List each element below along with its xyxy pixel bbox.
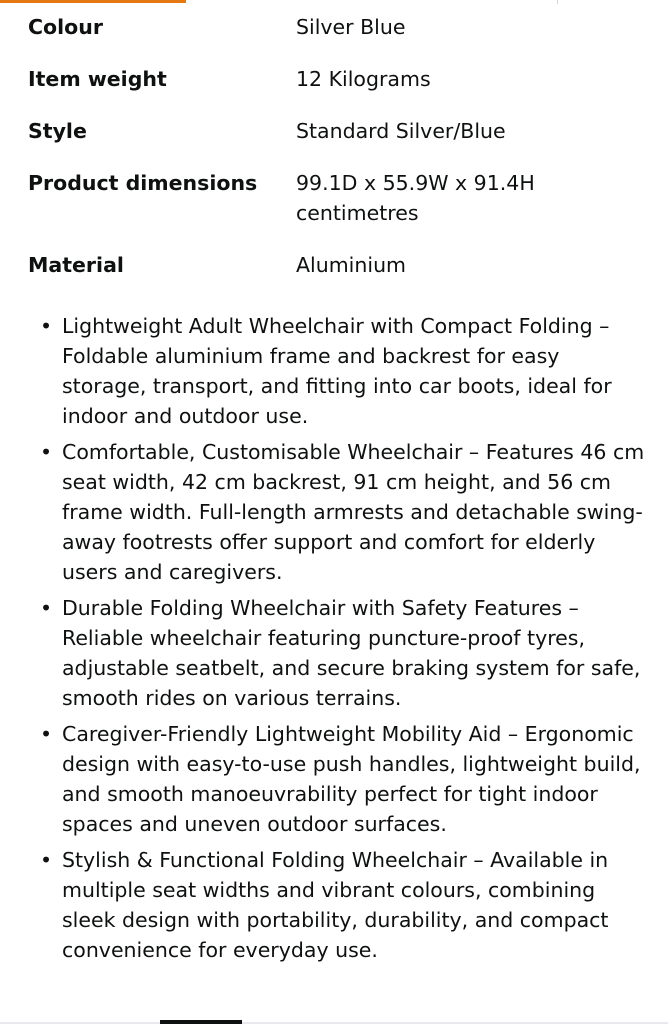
feature-text: Comfortable, Customisable Wheelchair – Features 46 cm seat width, 42 cm backrest, 91 cm height, and 56 cm frame width. Full-length armrests and detachable swing-away footrests offer support and comfort for elderly users and caregivers. — [62, 440, 645, 584]
bullet-icon: • — [40, 596, 53, 620]
feature-text: Durable Folding Wheelchair with Safety Features – Reliable wheelchair featuring puncture-proof tyres, adjustable seatbelt, and secure braking system for safe, smooth rides on various terrains. — [62, 596, 641, 710]
bullet-icon: • — [40, 848, 53, 872]
spec-row-colour — [28, 12, 648, 64]
spec-row-style — [28, 116, 648, 168]
spec-label: Material — [28, 253, 124, 277]
top-divider-tick — [557, 0, 558, 4]
spec-label: Style — [28, 119, 87, 143]
feature-text: Caregiver-Friendly Lightweight Mobility Aid – Ergonomic design with easy-to-use push handles, lightweight build, and smooth manoeuvrability perfect for tight indoor spaces and uneven outdoor surfaces. — [62, 722, 641, 836]
spec-value: Silver Blue — [296, 15, 406, 39]
spec-label: Colour — [28, 15, 103, 39]
feature-item — [40, 311, 650, 431]
spec-value: 99.1D x 55.9W x 91.4H centimetres — [296, 171, 535, 225]
spec-value: Standard Silver/Blue — [296, 119, 506, 143]
feature-item — [40, 719, 650, 839]
product-specs-table — [28, 12, 648, 290]
feature-text: Stylish & Functional Folding Wheelchair – Available in multiple seat widths and vibrant colours, combining sleek design with portability, durability, and compact convenience for everyday use. — [62, 848, 609, 962]
top-accent-bar — [0, 0, 186, 3]
spec-label: Item weight — [28, 67, 167, 91]
spec-row-product-dimensions — [28, 168, 648, 250]
feature-item — [40, 437, 650, 587]
scroll-indicator[interactable] — [160, 1020, 242, 1024]
spec-row-material — [28, 250, 648, 290]
bullet-icon: • — [40, 314, 53, 338]
feature-text: Lightweight Adult Wheelchair with Compact Folding – Foldable aluminium frame and backrest for easy storage, transport, and fitting into car boots, ideal for indoor and outdoor use. — [62, 314, 612, 428]
spec-label: Product dimensions — [28, 171, 258, 195]
feature-item — [40, 593, 650, 713]
bullet-icon: • — [40, 440, 53, 464]
feature-bullet-list — [40, 311, 650, 971]
feature-item — [40, 845, 650, 965]
spec-value: 12 Kilograms — [296, 67, 431, 91]
spec-row-item-weight — [28, 64, 648, 116]
spec-value: Aluminium — [296, 253, 407, 277]
bullet-icon: • — [40, 722, 53, 746]
